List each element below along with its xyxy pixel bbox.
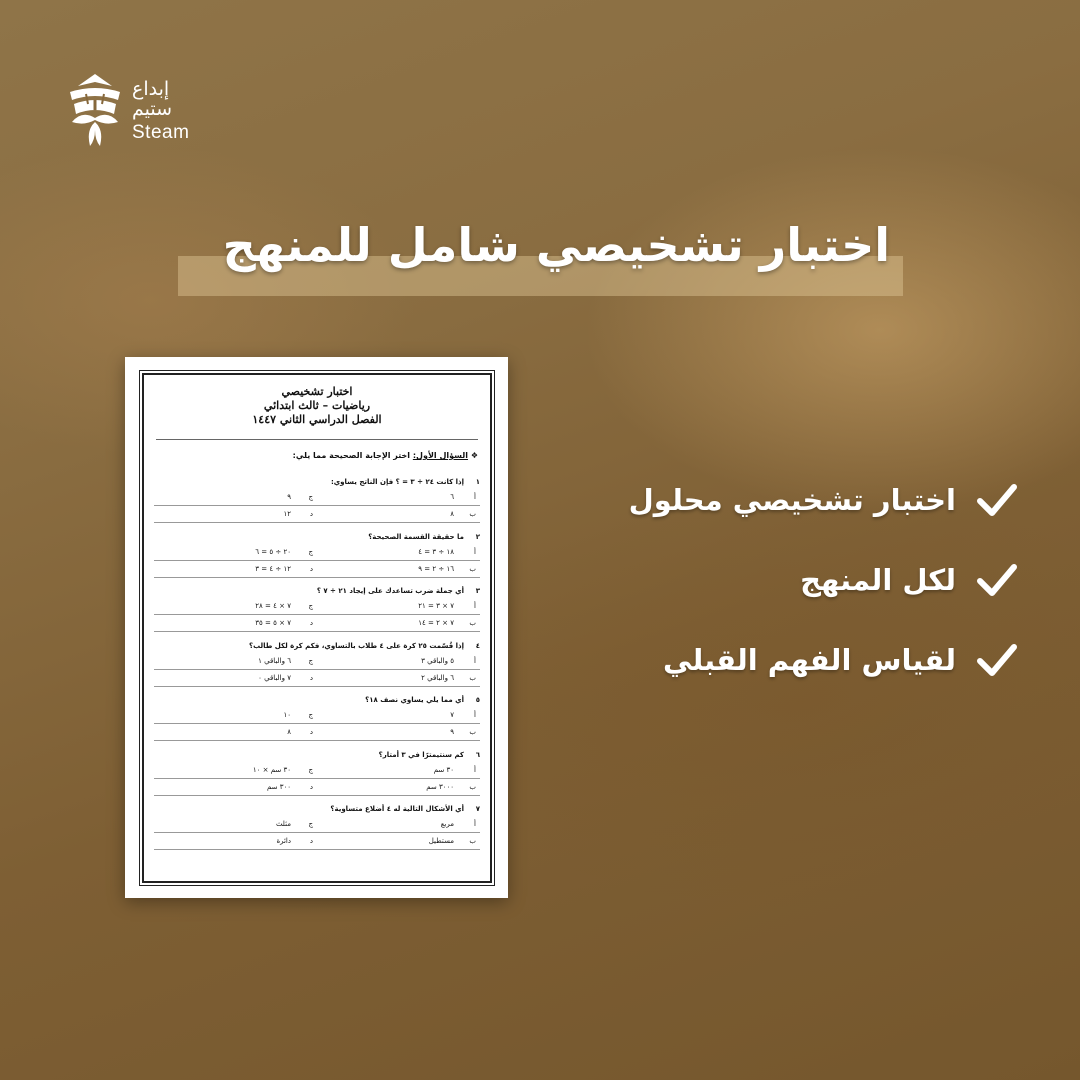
option-letter: ب — [469, 510, 476, 518]
option-value: ١٢ ÷ ٤ = ٣ — [255, 564, 291, 573]
option-value: دائرة — [276, 837, 291, 845]
answer-option — [317, 833, 480, 849]
option-value: ٧ × ٢ = ١٤ — [418, 619, 454, 627]
option-value: مستطيل — [428, 837, 454, 845]
question-block — [154, 639, 480, 687]
header-divider — [156, 439, 478, 440]
section-heading — [293, 451, 478, 460]
question-block — [154, 530, 480, 578]
option-row — [154, 724, 480, 741]
option-letter: ب — [469, 837, 476, 845]
checklist-item — [520, 555, 1020, 605]
check-icon — [974, 557, 1020, 603]
option-value: مثلث — [275, 820, 291, 828]
option-value: ٩ — [450, 728, 454, 736]
option-value: ٣٠ سم — [433, 765, 454, 774]
answer-option — [317, 816, 480, 832]
option-letter: أ — [474, 602, 476, 610]
answer-option — [154, 544, 317, 560]
question-prompt: أي جملة ضرب تساعدك على إيجاد ٢١ ÷ ٧ ؟ — [316, 587, 464, 595]
answer-option — [317, 653, 480, 669]
question-number: ٤ — [475, 641, 480, 650]
question-text — [154, 802, 480, 816]
page-title: اختبار تشخيصي شامل للمنهج — [222, 218, 890, 272]
answer-option — [317, 489, 480, 505]
option-letter: د — [309, 619, 313, 627]
option-letter: د — [309, 837, 313, 845]
option-letter: ج — [308, 547, 313, 556]
bullet-icon: ❖ — [468, 451, 478, 460]
question-text — [154, 475, 480, 489]
option-letter: ج — [308, 820, 313, 828]
answer-option — [154, 561, 317, 577]
option-letter: أ — [474, 820, 476, 828]
question-prompt: أي مما يلي يساوي نصف ١٨؟ — [365, 696, 464, 704]
question-block — [154, 475, 480, 523]
option-value: ٧ — [450, 711, 454, 719]
option-value: ٩ — [287, 493, 291, 501]
option-row — [154, 561, 480, 578]
section-label: السؤال الأول: — [412, 451, 469, 460]
answer-option — [154, 489, 317, 505]
document-title: اختبار تشخيصي — [281, 385, 353, 398]
exam-document-preview — [125, 357, 508, 898]
section-instruction: اختر الإجابة الصحيحة مما يلي: — [292, 451, 411, 460]
question-block — [154, 748, 480, 796]
option-value: ٣٠٠ سم — [266, 782, 291, 791]
option-value: ١٢ — [283, 510, 291, 518]
question-block — [154, 802, 480, 850]
document-term: الفصل الدراسي الثاني ١٤٤٧ — [252, 413, 382, 426]
answer-option — [317, 615, 480, 631]
option-value: ٨ — [450, 510, 454, 518]
answer-option — [154, 816, 317, 832]
option-letter: أ — [474, 711, 476, 719]
question-number: ١ — [475, 478, 480, 486]
option-letter: ج — [308, 765, 313, 774]
option-value: ٥ والباقي ٣ — [421, 656, 454, 665]
option-value: ١٨ ÷ ٣ = ٤ — [418, 547, 454, 556]
question-number: ٦ — [475, 750, 480, 759]
option-value: ٦ والباقي ١ — [258, 656, 291, 665]
checklist-text: لقياس الفهم القبلي — [662, 643, 956, 677]
brand-name-en: Steam — [132, 122, 190, 143]
check-icon — [974, 637, 1020, 683]
option-letter: أ — [474, 493, 476, 501]
question-number: ٧ — [475, 805, 480, 813]
document-subject: رياضيات – ثالث ابتدائي — [263, 399, 371, 412]
option-letter: د — [309, 564, 313, 573]
option-row — [154, 489, 480, 506]
answer-option — [317, 762, 480, 778]
option-letter: د — [309, 673, 313, 682]
question-text — [154, 693, 480, 707]
option-value: ٣٠ سم × ١٠ — [252, 765, 291, 774]
option-letter: أ — [474, 656, 476, 665]
answer-option — [154, 724, 317, 740]
option-row — [154, 833, 480, 850]
question-text — [154, 584, 480, 598]
document-header — [144, 385, 490, 427]
answer-option — [154, 833, 317, 849]
checklist-item — [520, 475, 1020, 525]
document-frame — [142, 373, 492, 883]
answer-option — [317, 506, 480, 522]
answer-option — [154, 598, 317, 614]
question-text — [154, 530, 480, 544]
option-row — [154, 598, 480, 615]
brand-name-ar-1: إبداع — [132, 78, 170, 100]
answer-option — [154, 506, 317, 522]
question-number: ٢ — [475, 532, 480, 541]
option-value: ٧ والباقي ٠ — [258, 673, 291, 682]
option-row — [154, 615, 480, 632]
option-value: ٣٠٠٠ سم — [426, 782, 454, 791]
option-value: ١٦ ÷ ٢ = ٩ — [418, 564, 454, 573]
option-row — [154, 506, 480, 523]
option-row — [154, 816, 480, 833]
checklist-item — [520, 635, 1020, 685]
option-row — [154, 670, 480, 687]
answer-option — [317, 707, 480, 723]
option-letter: ج — [308, 711, 313, 719]
answer-option — [154, 779, 317, 795]
question-number: ٣ — [475, 587, 480, 595]
option-letter: ج — [308, 602, 313, 610]
option-value: ٨ — [287, 728, 291, 736]
checklist-text: لكل المنهج — [800, 563, 956, 597]
answer-option — [154, 615, 317, 631]
option-value: ٢٠ ÷ ٥ = ٦ — [255, 547, 291, 556]
brand-name-ar-2: ستيم — [132, 98, 173, 120]
option-value: ١٠ — [283, 711, 291, 719]
option-letter: د — [309, 510, 313, 518]
option-letter: ج — [308, 656, 313, 665]
option-value: ٦ — [450, 493, 454, 501]
answer-option — [317, 670, 480, 686]
answer-option — [154, 707, 317, 723]
answer-option — [317, 598, 480, 614]
option-value: ٧ × ٣ = ٢١ — [418, 602, 454, 610]
option-letter: ب — [469, 564, 476, 573]
option-letter: ب — [469, 619, 476, 627]
option-letter: ج — [308, 493, 313, 501]
option-row — [154, 779, 480, 796]
option-letter: د — [309, 728, 313, 736]
answer-option — [154, 670, 317, 686]
question-number: ٥ — [475, 696, 480, 704]
option-row — [154, 653, 480, 670]
question-block — [154, 584, 480, 632]
option-value: ٦ والباقي ٢ — [421, 673, 454, 682]
question-prompt: كم سنتيمترًا في ٣ أمتار؟ — [378, 750, 464, 759]
answer-option — [154, 653, 317, 669]
question-prompt: أي الأشكال التالية له ٤ أضلاع متساوية؟ — [330, 805, 464, 813]
option-row — [154, 544, 480, 561]
option-letter: أ — [474, 547, 476, 556]
question-text — [154, 748, 480, 762]
option-letter: أ — [474, 765, 476, 774]
answer-option — [317, 724, 480, 740]
answer-option — [154, 762, 317, 778]
question-text — [154, 639, 480, 653]
question-block — [154, 693, 480, 741]
option-letter: ب — [469, 673, 476, 682]
checklist-text: اختبار تشخيصي محلول — [628, 483, 956, 517]
brand-logo — [62, 70, 212, 160]
question-prompt: إذا كانت ٢٤ ÷ ٣ = ؟ فإن الناتج يساوي: — [330, 478, 464, 486]
option-value: ٧ × ٤ = ٢٨ — [255, 602, 291, 610]
answer-option — [317, 779, 480, 795]
answer-option — [317, 544, 480, 560]
question-prompt: ما حقيقة القسمة الصحيحة؟ — [368, 532, 464, 541]
question-prompt: إذا قُسّمت ٢٥ كرة على ٤ طلاب بالتساوي، فكم كرة لكل طالب؟ — [249, 641, 464, 650]
option-letter: ب — [469, 782, 476, 791]
option-row — [154, 762, 480, 779]
option-value: ٧ × ٥ = ٣٥ — [255, 619, 291, 627]
option-letter: ب — [469, 728, 476, 736]
check-icon — [974, 477, 1020, 523]
option-row — [154, 707, 480, 724]
lotus-icon — [62, 70, 128, 156]
answer-option — [317, 561, 480, 577]
option-value: مربع — [440, 820, 454, 828]
option-letter: د — [309, 782, 313, 791]
